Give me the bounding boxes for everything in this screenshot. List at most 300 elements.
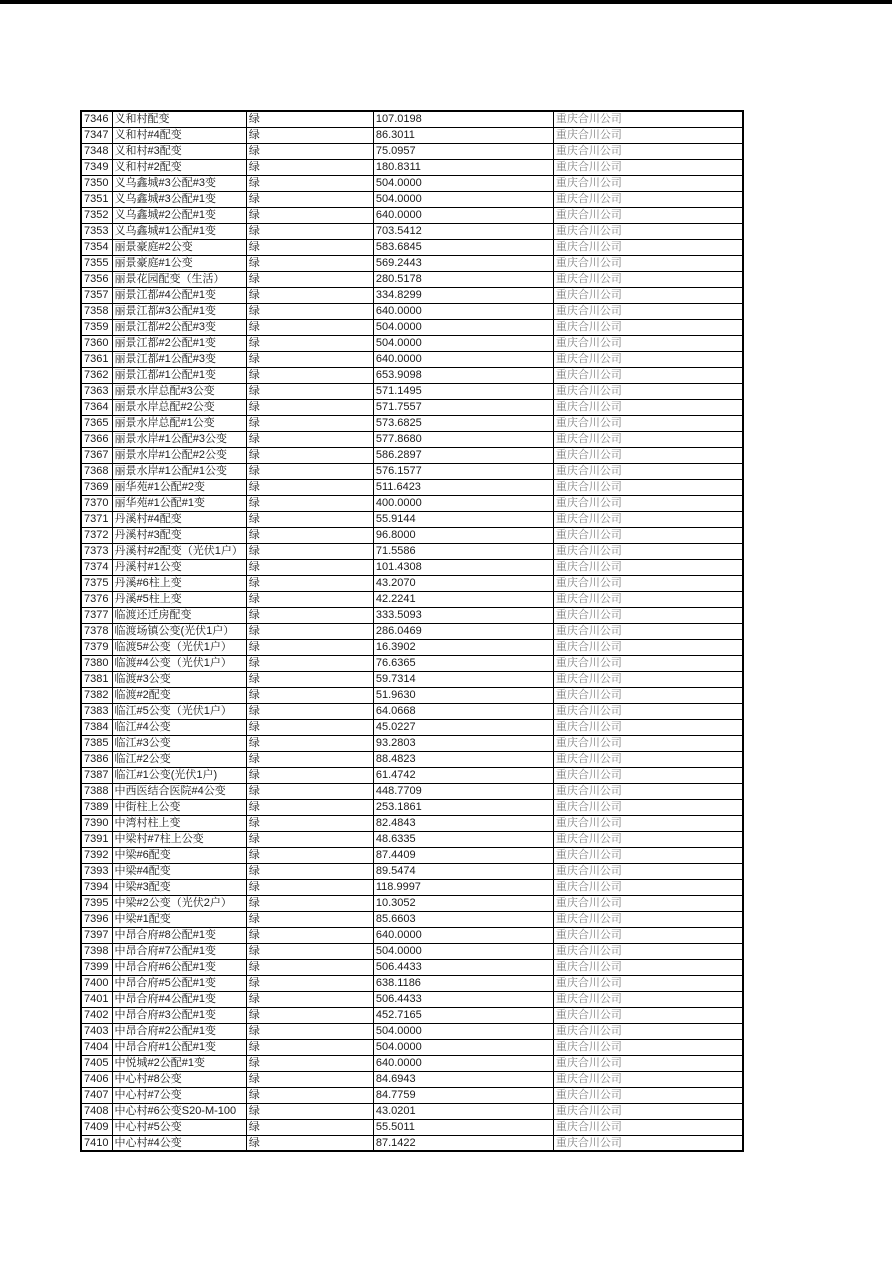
station-name-cell: 中梁#4配变: [112, 863, 246, 879]
status-cell: 绿: [246, 943, 373, 959]
row-number-cell: 7399: [81, 959, 112, 975]
value-cell: 101.4308: [373, 559, 553, 575]
station-name-cell: 中心村#6公变S20-M-100: [112, 1103, 246, 1119]
row-number-cell: 7361: [81, 351, 112, 367]
row-number-cell: 7357: [81, 287, 112, 303]
status-cell: 绿: [246, 799, 373, 815]
row-number-cell: 7386: [81, 751, 112, 767]
company-cell: 重庆合川公司: [553, 607, 743, 623]
status-cell: 绿: [246, 143, 373, 159]
table-row: [81, 495, 743, 511]
row-number-cell: 7373: [81, 543, 112, 559]
table-row: [81, 207, 743, 223]
company-cell: 重庆合川公司: [553, 623, 743, 639]
value-cell: 640.0000: [373, 1055, 553, 1071]
status-cell: 绿: [246, 479, 373, 495]
station-name-cell: 中湾村柱上变: [112, 815, 246, 831]
row-number-cell: 7395: [81, 895, 112, 911]
row-number-cell: 7388: [81, 783, 112, 799]
company-cell: 重庆合川公司: [553, 447, 743, 463]
status-cell: 绿: [246, 687, 373, 703]
company-cell: 重庆合川公司: [553, 111, 743, 127]
company-cell: 重庆合川公司: [553, 1071, 743, 1087]
company-cell: 重庆合川公司: [553, 575, 743, 591]
table-row: [81, 111, 743, 127]
row-number-cell: 7405: [81, 1055, 112, 1071]
value-cell: 506.4433: [373, 959, 553, 975]
table-row: [81, 975, 743, 991]
station-name-cell: 义和村#3配变: [112, 143, 246, 159]
value-cell: 55.5011: [373, 1119, 553, 1135]
status-cell: 绿: [246, 159, 373, 175]
row-number-cell: 7354: [81, 239, 112, 255]
company-cell: 重庆合川公司: [553, 687, 743, 703]
station-name-cell: 丽景水岸总配#3公变: [112, 383, 246, 399]
company-cell: 重庆合川公司: [553, 735, 743, 751]
row-number-cell: 7389: [81, 799, 112, 815]
row-number-cell: 7391: [81, 831, 112, 847]
status-cell: 绿: [246, 863, 373, 879]
value-cell: 583.6845: [373, 239, 553, 255]
company-cell: 重庆合川公司: [553, 479, 743, 495]
company-cell: 重庆合川公司: [553, 655, 743, 671]
station-name-cell: 中昂合府#4公配#1变: [112, 991, 246, 1007]
status-cell: 绿: [246, 991, 373, 1007]
table-row: [81, 559, 743, 575]
value-cell: 400.0000: [373, 495, 553, 511]
station-name-cell: 义乌鑫城#1公配#1变: [112, 223, 246, 239]
table-row: [81, 159, 743, 175]
value-cell: 45.0227: [373, 719, 553, 735]
row-number-cell: 7379: [81, 639, 112, 655]
status-cell: 绿: [246, 671, 373, 687]
status-cell: 绿: [246, 623, 373, 639]
row-number-cell: 7385: [81, 735, 112, 751]
row-number-cell: 7375: [81, 575, 112, 591]
company-cell: 重庆合川公司: [553, 527, 743, 543]
value-cell: 43.2070: [373, 575, 553, 591]
row-number-cell: 7410: [81, 1135, 112, 1151]
company-cell: 重庆合川公司: [553, 223, 743, 239]
station-name-cell: 临江#3公变: [112, 735, 246, 751]
station-name-cell: 中昂合府#2公配#1变: [112, 1023, 246, 1039]
row-number-cell: 7383: [81, 703, 112, 719]
value-cell: 118.9997: [373, 879, 553, 895]
value-cell: 84.6943: [373, 1071, 553, 1087]
value-cell: 504.0000: [373, 191, 553, 207]
company-cell: 重庆合川公司: [553, 1055, 743, 1071]
status-cell: 绿: [246, 1039, 373, 1055]
table-row: [81, 783, 743, 799]
value-cell: 43.0201: [373, 1103, 553, 1119]
company-cell: 重庆合川公司: [553, 591, 743, 607]
value-cell: 286.0469: [373, 623, 553, 639]
company-cell: 重庆合川公司: [553, 927, 743, 943]
station-name-cell: 临渡#4公变（光伏1户）: [112, 655, 246, 671]
table-row: [81, 991, 743, 1007]
row-number-cell: 7368: [81, 463, 112, 479]
table-row: [81, 655, 743, 671]
value-cell: 59.7314: [373, 671, 553, 687]
company-cell: 重庆合川公司: [553, 559, 743, 575]
status-cell: 绿: [246, 399, 373, 415]
company-cell: 重庆合川公司: [553, 991, 743, 1007]
value-cell: 85.6603: [373, 911, 553, 927]
table-row: [81, 511, 743, 527]
table-row: [81, 639, 743, 655]
table-row: [81, 687, 743, 703]
station-name-cell: 丹溪村#4配变: [112, 511, 246, 527]
row-number-cell: 7398: [81, 943, 112, 959]
station-name-cell: 临江#2公变: [112, 751, 246, 767]
company-cell: 重庆合川公司: [553, 303, 743, 319]
station-name-cell: 义和村#2配变: [112, 159, 246, 175]
status-cell: 绿: [246, 495, 373, 511]
table-row: [81, 383, 743, 399]
table-row: [81, 815, 743, 831]
row-number-cell: 7371: [81, 511, 112, 527]
status-cell: 绿: [246, 575, 373, 591]
company-cell: 重庆合川公司: [553, 431, 743, 447]
station-name-cell: 中昂合府#3公配#1变: [112, 1007, 246, 1023]
value-cell: 640.0000: [373, 351, 553, 367]
value-cell: 88.4823: [373, 751, 553, 767]
row-number-cell: 7381: [81, 671, 112, 687]
status-cell: 绿: [246, 1103, 373, 1119]
row-number-cell: 7350: [81, 175, 112, 191]
company-cell: 重庆合川公司: [553, 911, 743, 927]
company-cell: 重庆合川公司: [553, 143, 743, 159]
table-body: [81, 111, 743, 1151]
status-cell: 绿: [246, 543, 373, 559]
value-cell: 16.3902: [373, 639, 553, 655]
status-cell: 绿: [246, 1135, 373, 1151]
station-name-cell: 丽景水岸总配#1公变: [112, 415, 246, 431]
row-number-cell: 7382: [81, 687, 112, 703]
station-name-cell: 义乌鑫城#3公配#3变: [112, 175, 246, 191]
table-row: [81, 847, 743, 863]
table-row: [81, 607, 743, 623]
value-cell: 55.9144: [373, 511, 553, 527]
row-number-cell: 7387: [81, 767, 112, 783]
table-row: [81, 591, 743, 607]
station-name-cell: 临渡场镇公变(光伏1户）: [112, 623, 246, 639]
company-cell: 重庆合川公司: [553, 1039, 743, 1055]
status-cell: 绿: [246, 271, 373, 287]
station-name-cell: 丹溪村#1公变: [112, 559, 246, 575]
status-cell: 绿: [246, 207, 373, 223]
company-cell: 重庆合川公司: [553, 1007, 743, 1023]
status-cell: 绿: [246, 319, 373, 335]
station-name-cell: 中梁#6配变: [112, 847, 246, 863]
status-cell: 绿: [246, 1007, 373, 1023]
row-number-cell: 7346: [81, 111, 112, 127]
company-cell: 重庆合川公司: [553, 1135, 743, 1151]
status-cell: 绿: [246, 303, 373, 319]
data-table: [80, 110, 744, 1152]
table-row: [81, 319, 743, 335]
table-row: [81, 767, 743, 783]
status-cell: 绿: [246, 447, 373, 463]
table-row: [81, 367, 743, 383]
company-cell: 重庆合川公司: [553, 1103, 743, 1119]
station-name-cell: 中梁村#7柱上公变: [112, 831, 246, 847]
row-number-cell: 7403: [81, 1023, 112, 1039]
row-number-cell: 7394: [81, 879, 112, 895]
status-cell: 绿: [246, 175, 373, 191]
value-cell: 48.6335: [373, 831, 553, 847]
company-cell: 重庆合川公司: [553, 159, 743, 175]
status-cell: 绿: [246, 463, 373, 479]
company-cell: 重庆合川公司: [553, 207, 743, 223]
company-cell: 重庆合川公司: [553, 815, 743, 831]
row-number-cell: 7362: [81, 367, 112, 383]
value-cell: 586.2897: [373, 447, 553, 463]
station-name-cell: 丽景水岸#1公配#1公变: [112, 463, 246, 479]
table-row: [81, 1023, 743, 1039]
status-cell: 绿: [246, 767, 373, 783]
row-number-cell: 7380: [81, 655, 112, 671]
value-cell: 571.7557: [373, 399, 553, 415]
status-cell: 绿: [246, 1071, 373, 1087]
row-number-cell: 7356: [81, 271, 112, 287]
value-cell: 640.0000: [373, 927, 553, 943]
table-row: [81, 255, 743, 271]
row-number-cell: 7353: [81, 223, 112, 239]
company-cell: 重庆合川公司: [553, 783, 743, 799]
station-name-cell: 临江#5公变（光伏1户）: [112, 703, 246, 719]
company-cell: 重庆合川公司: [553, 271, 743, 287]
value-cell: 86.3011: [373, 127, 553, 143]
station-name-cell: 丹溪村#3配变: [112, 527, 246, 543]
station-name-cell: 中街柱上公变: [112, 799, 246, 815]
company-cell: 重庆合川公司: [553, 127, 743, 143]
value-cell: 75.0957: [373, 143, 553, 159]
company-cell: 重庆合川公司: [553, 671, 743, 687]
row-number-cell: 7374: [81, 559, 112, 575]
table-row: [81, 623, 743, 639]
station-name-cell: 丽景江都#2公配#1变: [112, 335, 246, 351]
company-cell: 重庆合川公司: [553, 1119, 743, 1135]
value-cell: 87.4409: [373, 847, 553, 863]
company-cell: 重庆合川公司: [553, 287, 743, 303]
row-number-cell: 7349: [81, 159, 112, 175]
status-cell: 绿: [246, 783, 373, 799]
value-cell: 504.0000: [373, 943, 553, 959]
status-cell: 绿: [246, 335, 373, 351]
station-name-cell: 中西医结合医院#4公变: [112, 783, 246, 799]
station-name-cell: 丽景江都#1公配#3变: [112, 351, 246, 367]
table-row: [81, 799, 743, 815]
row-number-cell: 7377: [81, 607, 112, 623]
table-row: [81, 1007, 743, 1023]
station-name-cell: 中心村#4公变: [112, 1135, 246, 1151]
status-cell: 绿: [246, 287, 373, 303]
company-cell: 重庆合川公司: [553, 751, 743, 767]
station-name-cell: 中昂合府#8公配#1变: [112, 927, 246, 943]
company-cell: 重庆合川公司: [553, 319, 743, 335]
value-cell: 76.6365: [373, 655, 553, 671]
row-number-cell: 7407: [81, 1087, 112, 1103]
status-cell: 绿: [246, 1023, 373, 1039]
row-number-cell: 7359: [81, 319, 112, 335]
station-name-cell: 临渡还迁房配变: [112, 607, 246, 623]
company-cell: 重庆合川公司: [553, 1087, 743, 1103]
status-cell: 绿: [246, 223, 373, 239]
company-cell: 重庆合川公司: [553, 975, 743, 991]
table-row: [81, 175, 743, 191]
station-name-cell: 义乌鑫城#2公配#1变: [112, 207, 246, 223]
station-name-cell: 丽华苑#1公配#1变: [112, 495, 246, 511]
row-number-cell: 7376: [81, 591, 112, 607]
table-row: [81, 735, 743, 751]
status-cell: 绿: [246, 911, 373, 927]
station-name-cell: 义和村配变: [112, 111, 246, 127]
status-cell: 绿: [246, 559, 373, 575]
status-cell: 绿: [246, 847, 373, 863]
status-cell: 绿: [246, 879, 373, 895]
value-cell: 84.7759: [373, 1087, 553, 1103]
row-number-cell: 7406: [81, 1071, 112, 1087]
value-cell: 452.7165: [373, 1007, 553, 1023]
station-name-cell: 丽景豪庭#1公变: [112, 255, 246, 271]
table-row: [81, 959, 743, 975]
station-name-cell: 临渡#3公变: [112, 671, 246, 687]
row-number-cell: 7348: [81, 143, 112, 159]
value-cell: 87.1422: [373, 1135, 553, 1151]
company-cell: 重庆合川公司: [553, 367, 743, 383]
station-name-cell: 中心村#8公变: [112, 1071, 246, 1087]
status-cell: 绿: [246, 719, 373, 735]
row-number-cell: 7401: [81, 991, 112, 1007]
table-row: [81, 303, 743, 319]
status-cell: 绿: [246, 351, 373, 367]
company-cell: 重庆合川公司: [553, 863, 743, 879]
station-name-cell: 临渡5#公变（光伏1户）: [112, 639, 246, 655]
value-cell: 93.2803: [373, 735, 553, 751]
company-cell: 重庆合川公司: [553, 175, 743, 191]
value-cell: 107.0198: [373, 111, 553, 127]
table-row: [81, 479, 743, 495]
table-row: [81, 239, 743, 255]
company-cell: 重庆合川公司: [553, 239, 743, 255]
table-row: [81, 223, 743, 239]
status-cell: 绿: [246, 735, 373, 751]
value-cell: 504.0000: [373, 1039, 553, 1055]
table-row: [81, 287, 743, 303]
station-name-cell: 丹溪#6柱上变: [112, 575, 246, 591]
row-number-cell: 7396: [81, 911, 112, 927]
row-number-cell: 7392: [81, 847, 112, 863]
company-cell: 重庆合川公司: [553, 895, 743, 911]
company-cell: 重庆合川公司: [553, 959, 743, 975]
station-name-cell: 丹溪村#2配变（光伏1户）: [112, 543, 246, 559]
row-number-cell: 7384: [81, 719, 112, 735]
value-cell: 10.3052: [373, 895, 553, 911]
table-row: [81, 447, 743, 463]
company-cell: 重庆合川公司: [553, 495, 743, 511]
station-name-cell: 中昂合府#1公配#1变: [112, 1039, 246, 1055]
row-number-cell: 7365: [81, 415, 112, 431]
value-cell: 504.0000: [373, 1023, 553, 1039]
value-cell: 334.8299: [373, 287, 553, 303]
station-name-cell: 丽华苑#1公配#2变: [112, 479, 246, 495]
station-name-cell: 丽景豪庭#2公变: [112, 239, 246, 255]
table-row: [81, 351, 743, 367]
value-cell: 82.4843: [373, 815, 553, 831]
row-number-cell: 7347: [81, 127, 112, 143]
table-row: [81, 863, 743, 879]
table-row: [81, 1071, 743, 1087]
status-cell: 绿: [246, 895, 373, 911]
value-cell: 504.0000: [373, 319, 553, 335]
row-number-cell: 7372: [81, 527, 112, 543]
status-cell: 绿: [246, 415, 373, 431]
station-name-cell: 丽景江都#1公配#1变: [112, 367, 246, 383]
company-cell: 重庆合川公司: [553, 639, 743, 655]
table-row: [81, 927, 743, 943]
value-cell: 280.5178: [373, 271, 553, 287]
table-row: [81, 671, 743, 687]
row-number-cell: 7397: [81, 927, 112, 943]
table-row: [81, 127, 743, 143]
station-name-cell: 中昂合府#6公配#1变: [112, 959, 246, 975]
table-row: [81, 1087, 743, 1103]
value-cell: 71.5586: [373, 543, 553, 559]
table-row: [81, 751, 743, 767]
company-cell: 重庆合川公司: [553, 831, 743, 847]
value-cell: 573.6825: [373, 415, 553, 431]
value-cell: 448.7709: [373, 783, 553, 799]
row-number-cell: 7351: [81, 191, 112, 207]
station-name-cell: 中心村#7公变: [112, 1087, 246, 1103]
status-cell: 绿: [246, 367, 373, 383]
row-number-cell: 7352: [81, 207, 112, 223]
status-cell: 绿: [246, 527, 373, 543]
value-cell: 640.0000: [373, 303, 553, 319]
company-cell: 重庆合川公司: [553, 703, 743, 719]
row-number-cell: 7360: [81, 335, 112, 351]
station-name-cell: 丹溪#5柱上变: [112, 591, 246, 607]
value-cell: 511.6423: [373, 479, 553, 495]
value-cell: 569.2443: [373, 255, 553, 271]
table-row: [81, 719, 743, 735]
row-number-cell: 7358: [81, 303, 112, 319]
value-cell: 89.5474: [373, 863, 553, 879]
station-name-cell: 中梁#3配变: [112, 879, 246, 895]
value-cell: 571.1495: [373, 383, 553, 399]
value-cell: 333.5093: [373, 607, 553, 623]
row-number-cell: 7409: [81, 1119, 112, 1135]
status-cell: 绿: [246, 607, 373, 623]
company-cell: 重庆合川公司: [553, 415, 743, 431]
station-name-cell: 丽景江都#2公配#3变: [112, 319, 246, 335]
table-row: [81, 143, 743, 159]
status-cell: 绿: [246, 927, 373, 943]
row-number-cell: 7369: [81, 479, 112, 495]
company-cell: 重庆合川公司: [553, 191, 743, 207]
table-row: [81, 191, 743, 207]
table-row: [81, 1119, 743, 1135]
status-cell: 绿: [246, 383, 373, 399]
table-row: [81, 575, 743, 591]
company-cell: 重庆合川公司: [553, 879, 743, 895]
value-cell: 576.1577: [373, 463, 553, 479]
value-cell: 703.5412: [373, 223, 553, 239]
table-row: [81, 543, 743, 559]
table-row: [81, 1039, 743, 1055]
status-cell: 绿: [246, 191, 373, 207]
